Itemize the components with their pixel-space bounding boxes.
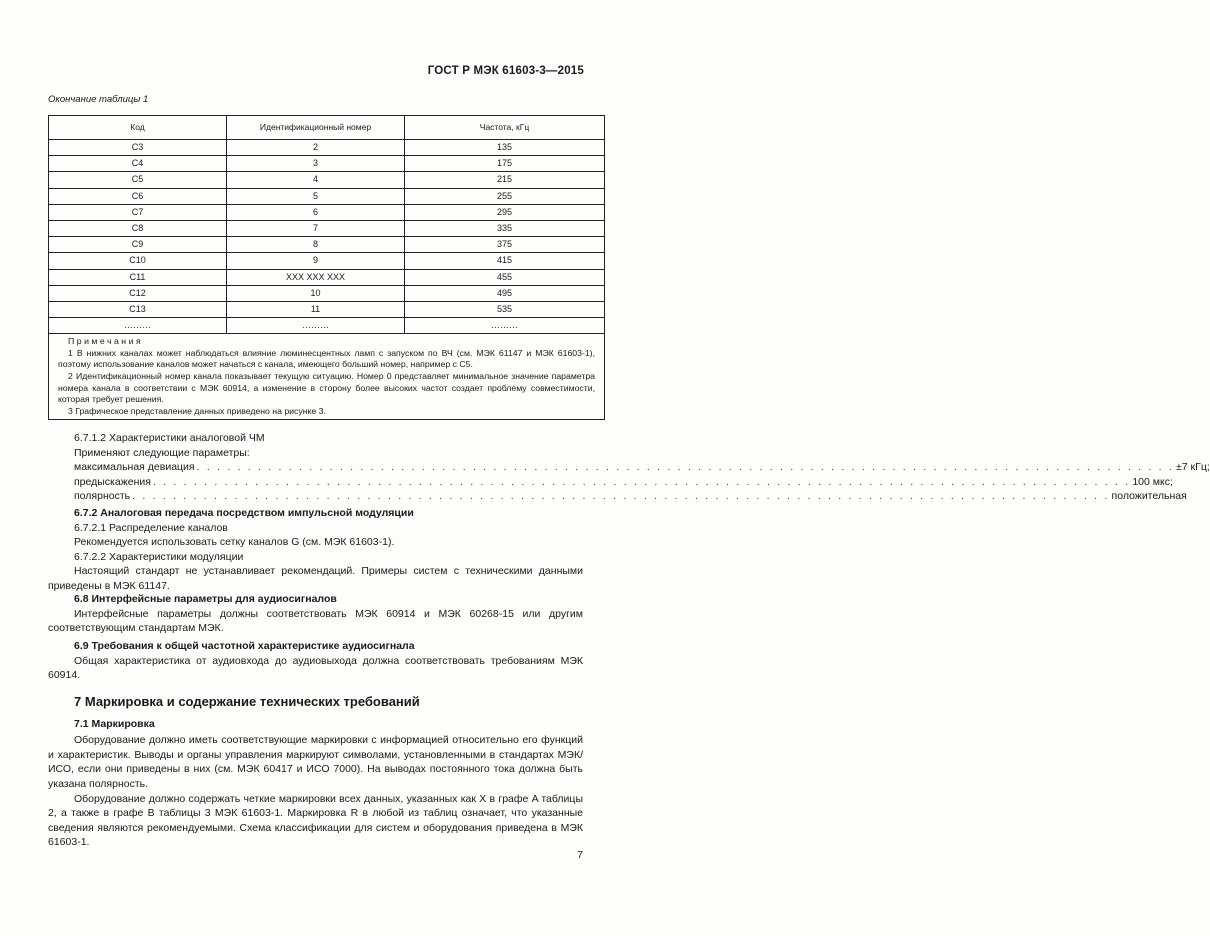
cell-frequency: 455 [405,269,605,285]
table-row [49,156,605,172]
subsection-title: 6.7.2.2 Характеристики модуляции [74,550,244,563]
param-label: полярность [74,490,131,503]
table-caption: Окончание таблицы 1 [48,94,149,105]
document-code-header: ГОСТ Р МЭК 61603-3—2015 [427,65,584,77]
chapter-title: 7 Маркировка и содержание технических требований [74,694,420,709]
section-title: 6.7.1.2 Характеристики аналоговой ЧМ [74,432,265,444]
cell-code: C10 [49,253,227,269]
section-title: 6.9 Требования к общей частотной характеристике аудиосигнала [74,640,415,652]
cell-frequency: 255 [405,188,605,204]
cell-frequency: 415 [405,253,605,269]
channel-table [48,115,605,420]
dot-leader: . . . . . . . . . . . . . . . . . . . . . . . . . . . . . . . . . . . . . . . . . . . . . . . . . . . . . . . . . . . . . . . . . . . . . . . . . . . . . . . . . . . . . . . . . . . . . . . . [152,475,1131,488]
column-header-frequency: Частота, кГц [405,116,605,140]
params-intro: Применяют следующие параметры: [74,446,250,459]
note-3: 3 Графическое представление данных приведено на рисунке 3. [68,405,326,416]
cell-code: C7 [49,204,227,220]
column-header-code: Код [49,116,227,140]
table-row [49,253,605,269]
cell-frequency: 335 [405,220,605,236]
section-title: 6.7.2 Аналоговая передача посредством импульсной модуляции [74,507,414,519]
subsection-title: 6.7.2.1 Распределение каналов [74,521,228,534]
cell-frequency: 215 [405,172,605,188]
cell-id: 10 [227,285,405,301]
cell-frequency: 375 [405,237,605,253]
cell-frequency: 495 [405,285,605,301]
table-row [49,285,605,301]
cell-frequency: 535 [405,301,605,317]
cell-code: C9 [49,237,227,253]
param-value: 100 мкс; [1132,475,1173,488]
param-label: максимальная девиация [74,461,195,474]
cell-id: 2 [227,140,405,156]
table-row [49,204,605,220]
table-notes [49,334,605,420]
cell-id: 6 [227,204,405,220]
cell-frequency: 295 [405,204,605,220]
cell-code: C3 [49,140,227,156]
cell-id: 11 [227,301,405,317]
page-number: 7 [577,849,583,861]
cell-frequency: 175 [405,156,605,172]
table-row [49,301,605,317]
cell-id: 9 [227,253,405,269]
cell-id: 4 [227,172,405,188]
table-notes-row [49,334,605,420]
cell-code: C13 [49,301,227,317]
cell-id: 7 [227,220,405,236]
cell-code: C5 [49,172,227,188]
section-title: 6.8 Интерфейсные параметры для аудиосигналов [74,593,337,605]
param-row [48,489,1187,504]
cell-id: 8 [227,237,405,253]
param-row [48,460,1210,475]
table-row [49,220,605,236]
param-label: предыскажения [74,475,151,488]
param-value: положительная [1111,490,1187,503]
table-row [49,172,605,188]
paragraph: Оборудование должно содержать четкие маркировки всех данных, указанных как X в графе A таблицы 2, а также в графе B таблицы 3 МЭК 61603-1. Маркировка R в любой из таблиц означает, что указанные сведения являются рекомендуемыми. Схема классификации для систем и оборудования приведена в МЭК 61603-1. [48,792,583,849]
section-6-9 [48,639,583,683]
section-7 [48,695,583,850]
paragraph: Настоящий стандарт не устанавливает рекомендаций. Примеры систем с техническими данными приведены в МЭК 61147. [48,565,583,592]
cell-id: XXX XXX XXX [227,269,405,285]
dot-leader: . . . . . . . . . . . . . . . . . . . . . . . . . . . . . . . . . . . . . . . . . . . . . . . . . . . . . . . . . . . . . . . . . . . . . . . . . . . . . . . . . . . . . . . . . . . . . . . . [132,490,1110,503]
paragraph: Общая характеристика от аудиовхода до аудиовыхода должна соответствовать требованиям МЭК 60914. [48,654,583,682]
table-row [49,237,605,253]
cell-code: ……… [49,318,227,334]
notes-heading: Примечания [68,336,144,347]
column-header-id-number: Идентификационный номер [227,116,405,140]
cell-code: C12 [49,285,227,301]
table-row [49,269,605,285]
table-row [49,140,605,156]
cell-frequency: 135 [405,140,605,156]
cell-code: C4 [49,156,227,172]
table-header-row [49,116,605,140]
cell-code: C11 [49,269,227,285]
paragraph: Интерфейсные параметры должны соответствовать МЭК 60914 и МЭК 60268-15 или другим соответствующим стандартам МЭК. [48,607,583,635]
cell-id: 5 [227,188,405,204]
param-value: ±7 кГц; [1176,461,1210,474]
section-6-7-2 [48,506,583,594]
table-row [49,318,605,334]
paragraph: Рекомендуется использовать сетку каналов G (см. МЭК 61603-1). [74,536,395,549]
cell-id: 3 [227,156,405,172]
section-6-7-1-2 [48,431,1210,504]
section-title: 7.1 Маркировка [74,717,155,730]
cell-code: C8 [49,220,227,236]
param-row [48,475,1173,490]
table-row [49,188,605,204]
note-2: 2 Идентификационный номер канала показывает текущую ситуацию. Номер 0 представляет минимальное значение параметра номера канала в соответствии с МЭК 60914, а изменение в сторону более высоких частот создает проблему совместимости, которая требует решения. [58,371,595,405]
section-6-8 [48,592,583,636]
note-1: 1 В нижних каналах может наблюдаться влияние люминесцентных ламп с запуском по ВЧ (см. МЭК 61147 и МЭК 61603-1), поэтому использование каналов может начаться с канала, имеющего больший номер, например с C5. [58,347,595,370]
cell-frequency: ……… [405,318,605,334]
dot-leader: . . . . . . . . . . . . . . . . . . . . . . . . . . . . . . . . . . . . . . . . . . . . . . . . . . . . . . . . . . . . . . . . . . . . . . . . . . . . . . . . . . . . . . . . . . . . . . . . [196,461,1175,474]
paragraph: Оборудование должно иметь соответствующие маркировки с информацией относительно его функций и характеристик. Выводы и органы управления маркируют символами, установленными в стандартах МЭК/ИСО, если они приведены в них (см. МЭК 60417 и ИСО 7000). На выводах постоянного тока должна быть указана полярность. [48,734,583,790]
cell-code: C6 [49,188,227,204]
cell-id: ……… [227,318,405,334]
